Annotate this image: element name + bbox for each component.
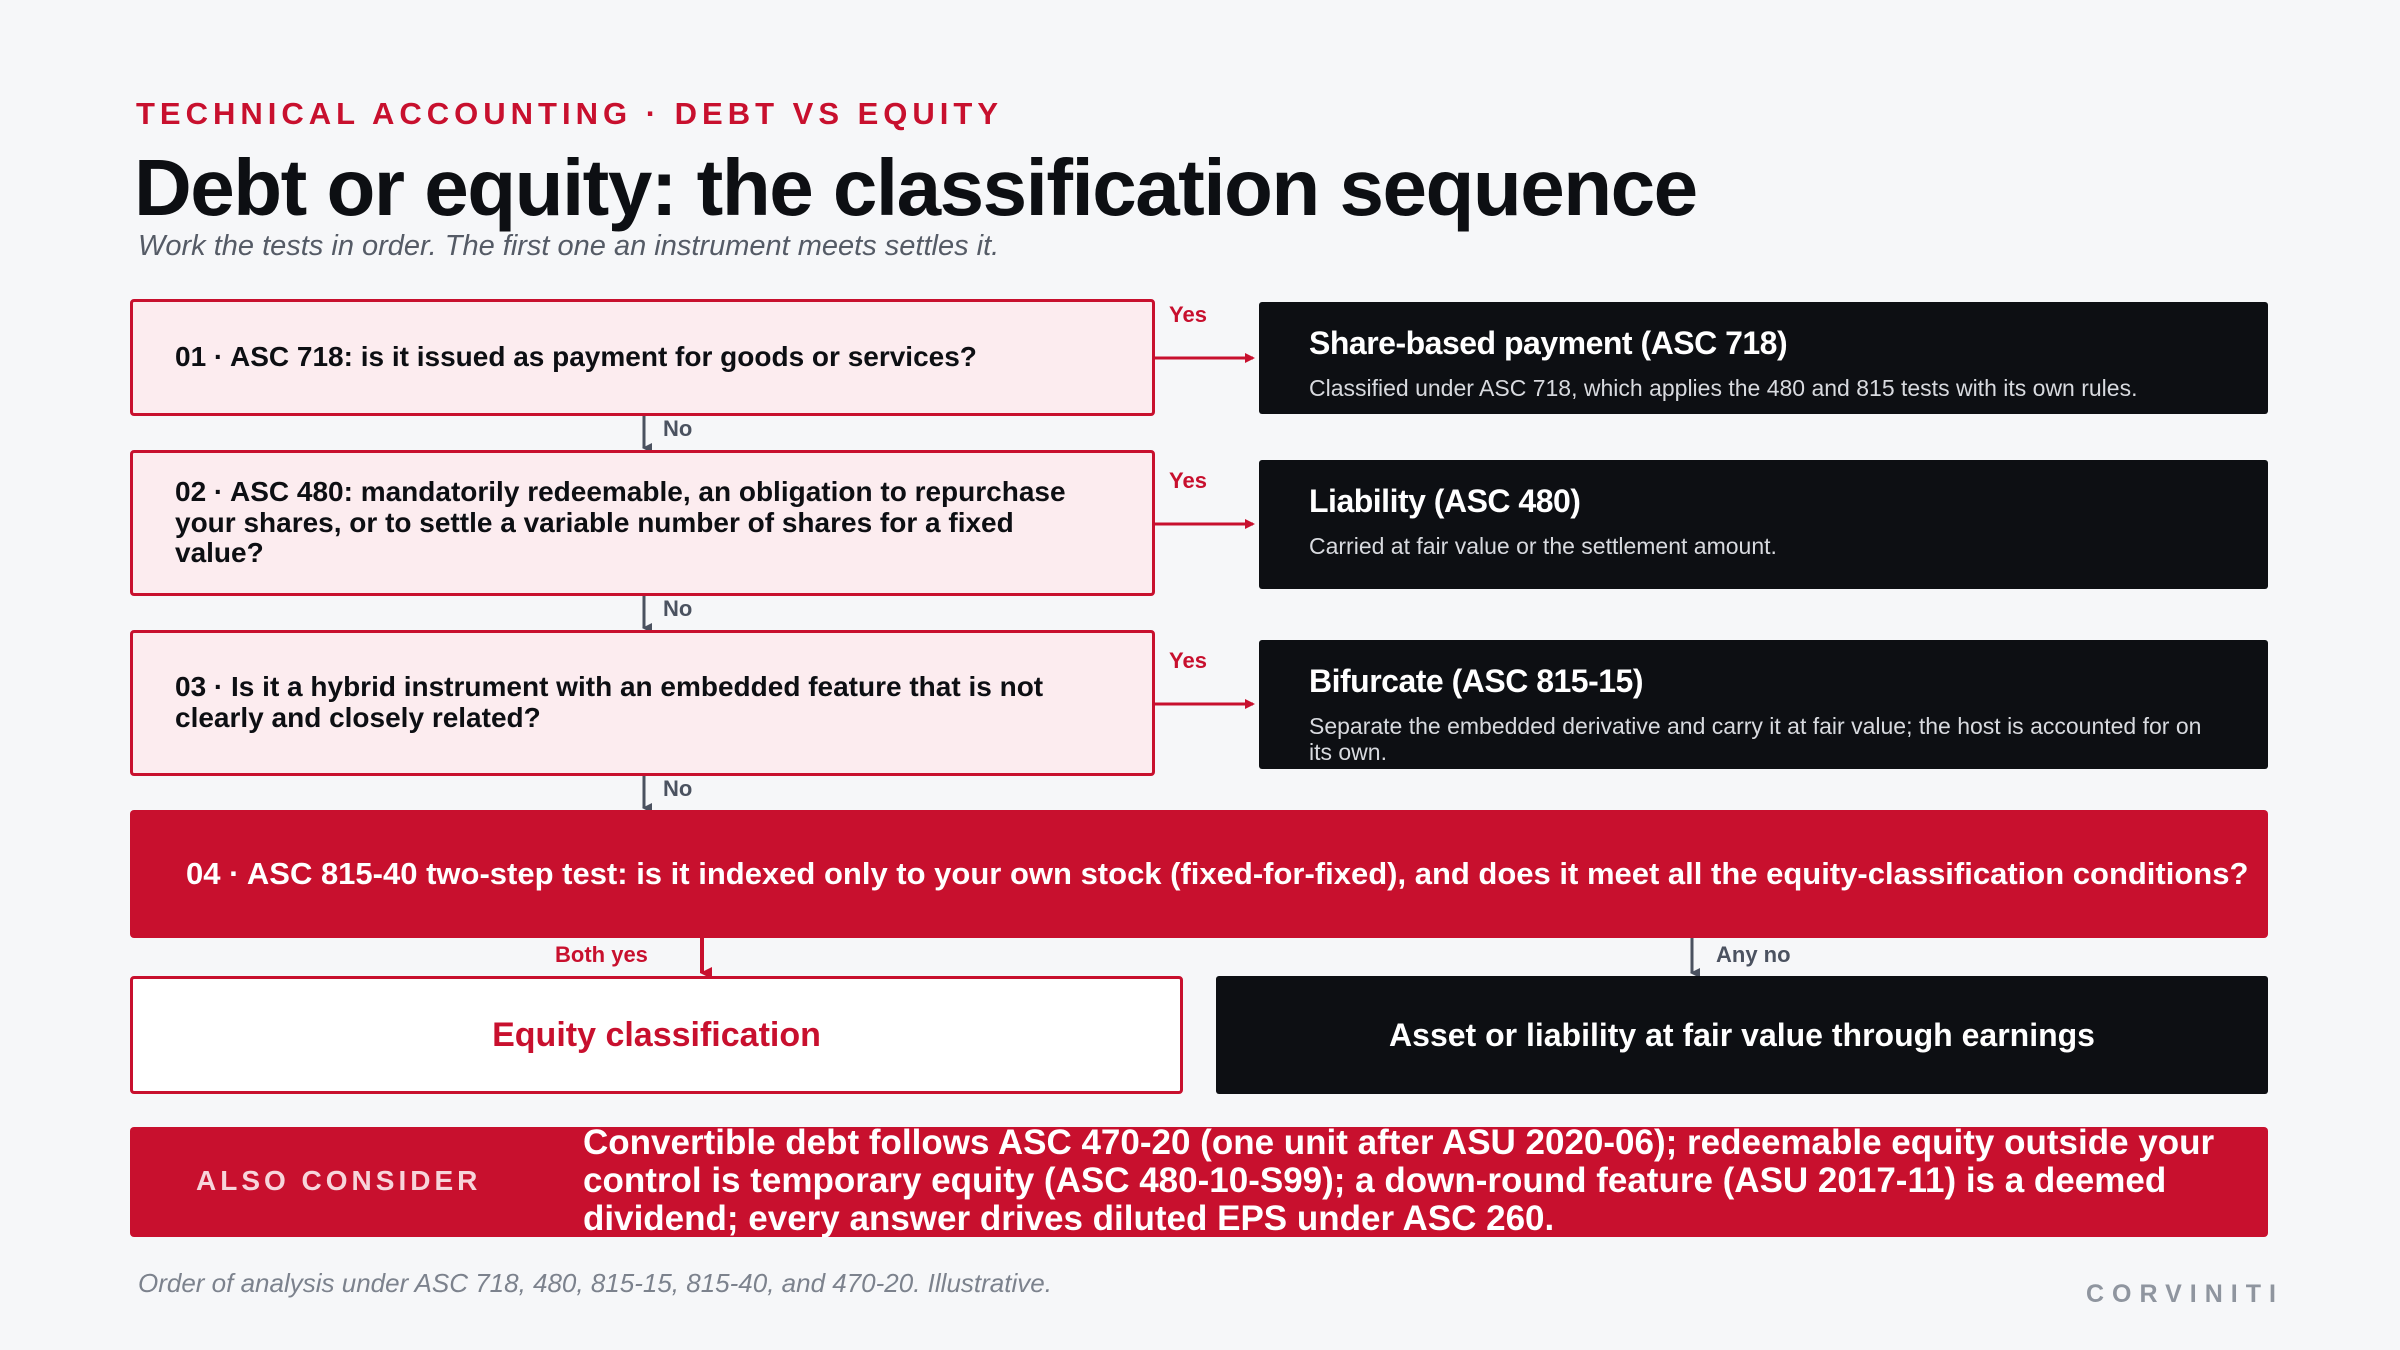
step-2-result-title: Liability (ASC 480): [1309, 483, 1581, 519]
step-3-result-text: Separate the embedded derivative and carry it at fair value; the host is accounted for on its own.: [1309, 713, 2202, 766]
brand-logo: CORVINITI: [2086, 1280, 2284, 1308]
eyebrow: TECHNICAL ACCOUNTING · DEBT VS EQUITY: [136, 96, 1004, 131]
also-consider-text: Convertible debt follows ASC 470-20 (one unit after ASU 2020-06); redeemable equity outside your control is temporary equity (ASC 480-10-S99); a down-round feature (ASU 2017-11) is a deemed dividend; every answer drives diluted EPS under ASC 260.: [583, 1123, 2215, 1238]
footnote: Order of analysis under ASC 718, 480, 815-15, 815-40, and 470-20. Illustrative.: [138, 1268, 1052, 1298]
any-no-label: Any no: [1716, 942, 1791, 967]
page-title: Debt or equity: the classification sequence: [134, 143, 1697, 232]
step-1-result: [1259, 302, 2268, 414]
both-yes-label: Both yes: [555, 942, 648, 967]
step-3-yes-label: Yes: [1169, 648, 1207, 673]
equity-classification-result: Equity classification: [130, 976, 1183, 1094]
step-1-result-text: Classified under ASC 718, which applies the 480 and 815 tests with its own rules.: [1309, 375, 2138, 402]
step-1-result-title: Share-based payment (ASC 718): [1309, 325, 1788, 361]
also-consider-label: ALSO CONSIDER: [196, 1165, 482, 1196]
step-1-question: 01 · ASC 718: is it issued as payment for goods or services?: [130, 299, 1155, 416]
step-2-result: [1259, 460, 2268, 589]
step-4-question: 04 · ASC 815-40 two-step test: is it indexed only to your own stock (fixed-for-fixed), and does it meet all the equity-classification conditions?: [130, 810, 2268, 938]
step-3-question: 03 · Is it a hybrid instrument with an embedded feature that is not clearly and closely related?: [130, 630, 1155, 776]
step-3-result-title: Bifurcate (ASC 815-15): [1309, 663, 1643, 699]
step-1-no-label: No: [663, 416, 693, 441]
step-2-result-text: Carried at fair value or the settlement amount.: [1309, 533, 1777, 560]
step-3-no-label: No: [663, 776, 693, 801]
step-2-yes-label: Yes: [1169, 468, 1207, 493]
step-1-yes-label: Yes: [1169, 302, 1207, 327]
step-2-question: 02 · ASC 480: mandatorily redeemable, an obligation to repurchase your shares, or to settle a variable number of shares for a fixed value?: [130, 450, 1155, 596]
step-2-no-label: No: [663, 596, 693, 621]
page-subtitle: Work the tests in order. The first one an instrument meets settles it.: [138, 230, 1000, 262]
step-3-result: [1259, 640, 2268, 769]
fair-value-result: Asset or liability at fair value through earnings: [1216, 976, 2268, 1094]
